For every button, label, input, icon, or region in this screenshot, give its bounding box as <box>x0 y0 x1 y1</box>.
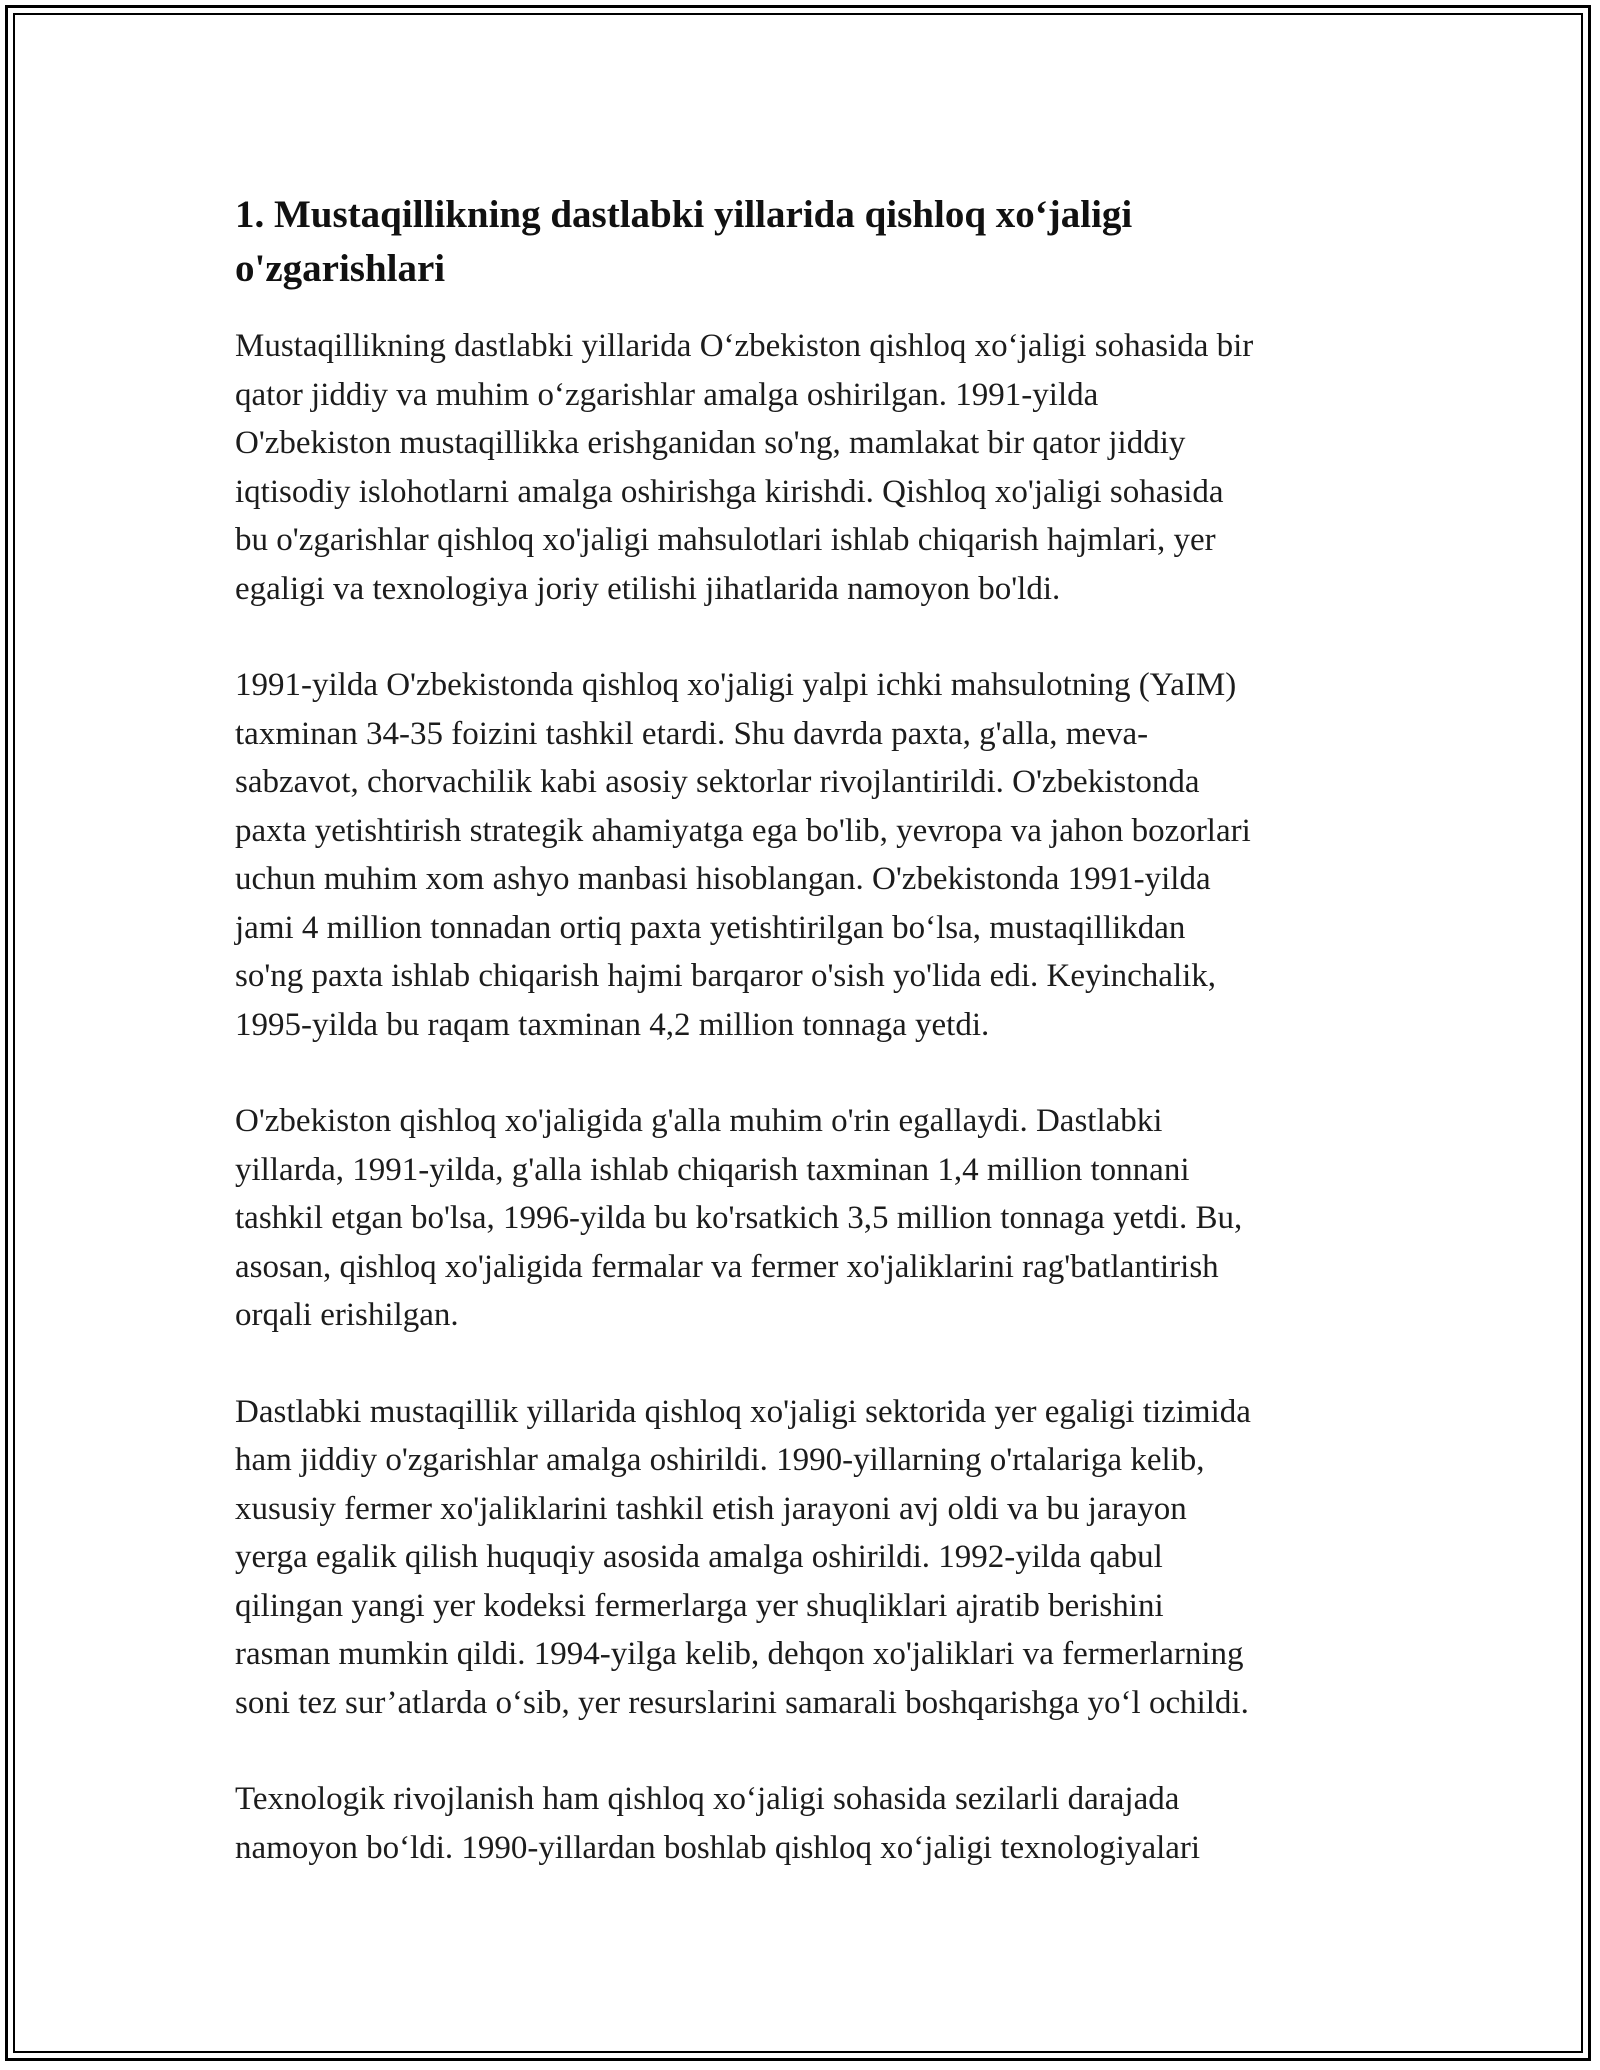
text-line: sabzavot, chorvachilik kabi asosiy sektorlar rivojlantirildi. O'zbekistonda <box>235 764 1200 800</box>
title-line: o'zgarishlari <box>235 247 446 290</box>
text-line: ham jiddiy o'zgarishlar amalga oshirildi. 1990-yillarning o'rtalariga kelib, <box>235 1442 1205 1478</box>
text-line: 1995-yilda bu raqam taxminan 4,2 million tonnaga yetdi. <box>235 1006 990 1043</box>
text-line: qilingan yangi yer kodeksi fermerlarga yer shuqliklari ajratib berishini <box>235 1587 1164 1624</box>
text-line: yerga egalik qilish huquqiy asosida amalga oshirildi. 1992-yilda qabul <box>235 1539 1163 1575</box>
text-line: Mustaqillikning dastlabki yillarida O‘zbekiston qishloq xo‘jaligi sohasida bir <box>235 328 1254 364</box>
paragraph-intro <box>235 322 1370 613</box>
document-body <box>235 188 1370 1872</box>
text-line: paxta yetishtirish strategik ahamiyatga ega bo'lib, yevropa va jahon bozorlari <box>235 812 1251 849</box>
paragraph-land-ownership <box>235 1388 1370 1728</box>
paragraph-grain <box>235 1097 1370 1340</box>
text-line: 1991-yilda O'zbekistonda qishloq xo'jaligi yalpi ichki mahsulotning (YaIM) <box>235 667 1237 703</box>
text-line: jami 4 million tonnadan ortiq paxta yetishtirilgan bo‘lsa, mustaqillikdan <box>235 909 1186 946</box>
text-line: taxminan 34-35 foizini tashkil etardi. Shu davrda paxta, g'alla, meva- <box>235 715 1149 752</box>
text-line: Texnologik rivojlanish ham qishloq xo‘jaligi sohasida sezilarli darajada <box>235 1781 1180 1817</box>
text-line: rasman mumkin qildi. 1994-yilga kelib, dehqon xo'jaliklari va fermerlarning <box>235 1636 1244 1672</box>
text-line: egaligi va texnologiya joriy etilishi jihatlarida namoyon bo'ldi. <box>235 570 1061 607</box>
paragraph-technology <box>235 1775 1370 1872</box>
text-line: iqtisodiy islohotlarni amalga oshirishga kirishdi. Qishloq xo'jaligi sohasida <box>235 473 1224 510</box>
text-line: qator jiddiy va muhim o‘zgarishlar amalga oshirilgan. 1991-yilda <box>235 376 1099 413</box>
text-line: xususiy fermer xo'jaliklarini tashkil etish jarayoni avj oldi va bu jarayon <box>235 1490 1187 1527</box>
text-line: soni tez sur’atlarda o‘sib, yer resurslarini samarali boshqarishga yo‘l ochildi. <box>235 1684 1249 1721</box>
section-title <box>235 188 1370 296</box>
text-line: yillarda, 1991-yilda, g'alla ishlab chiqarish taxminan 1,4 million tonnani <box>235 1151 1190 1188</box>
text-line: asosan, qishloq xo'jaligida fermalar va fermer xo'jaliklarini rag'batlantirish <box>235 1248 1219 1285</box>
text-line: O'zbekiston qishloq xo'jaligida g'alla muhim o'rin egallaydi. Dastlabki <box>235 1103 1163 1139</box>
text-line: Dastlabki mustaqillik yillarida qishloq xo'jaligi sektorida yer egaligi tizimida <box>235 1393 1251 1430</box>
title-line: 1. Mustaqillikning dastlabki yillarida qishloq xo‘jaligi <box>235 193 1133 236</box>
text-line: bu o'zgarishlar qishloq xo'jaligi mahsulotlari ishlab chiqarish hajmlari, yer <box>235 522 1216 558</box>
text-line: tashkil etgan bo'lsa, 1996-yilda bu ko'rsatkich 3,5 million tonnaga yetdi. Bu, <box>235 1200 1243 1236</box>
text-line: orqali erishilgan. <box>235 1297 459 1333</box>
text-line: O'zbekiston mustaqillikka erishganidan so'ng, mamlakat bir qator jiddiy <box>235 425 1186 461</box>
text-line: so'ng paxta ishlab chiqarish hajmi barqaror o'sish yo'lida edi. Keyinchalik, <box>235 958 1217 994</box>
text-line: namoyon bo‘ldi. 1990-yillardan boshlab qishloq xo‘jaligi texnologiyalari <box>235 1829 1201 1866</box>
text-line: uchun muhim xom ashyo manbasi hisoblangan. O'zbekistonda 1991-yilda <box>235 861 1211 897</box>
paragraph-cotton <box>235 661 1370 1049</box>
